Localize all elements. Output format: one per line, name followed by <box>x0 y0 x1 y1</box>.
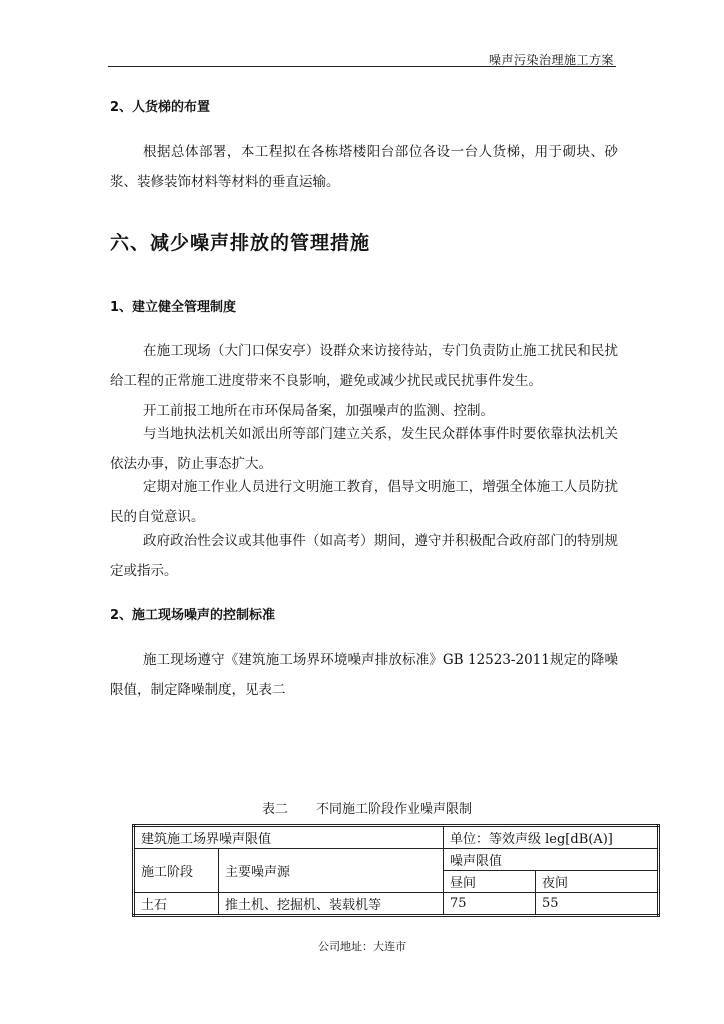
paragraph-special-events: 政府政治性会议或其他事件（如高考）期间，遵守并积极配合政府部门的特别规定或指示。 <box>110 533 618 579</box>
cell-source: 推土机、挖掘机、装载机等 <box>219 893 444 916</box>
paragraph-law-enforcement: 与当地执法机关如派出所等部门建立关系，发生民众群体事件时要依靠执法机关依法办事，防止事态扩大。 <box>110 426 618 472</box>
paragraph-education: 定期对施工作业人员进行文明施工教育，倡导文明施工，增强全体施工人员防扰民的自觉意识。 <box>110 479 618 525</box>
table-row <box>134 893 659 916</box>
table-row <box>134 849 659 871</box>
footer-address: 公司地址：大连市 <box>318 940 406 953</box>
paragraph-registration: 开工前报工地所在市环保局备案，加强噪声的监测、控制。 <box>143 403 494 419</box>
header-source: 主要噪声源 <box>219 849 444 893</box>
cell-day: 75 <box>444 893 536 916</box>
header-night: 夜间 <box>536 871 659 893</box>
table-caption <box>262 798 500 817</box>
paragraph-reception-station: 在施工现场（大门口保安亭）设群众来访接待站，专门负责防止施工扰民和民扰给工程的正常施工进度带来不良影响，避免或减少扰民或民扰事件发生。 <box>110 343 618 389</box>
table-caption-label: 表二 <box>262 802 289 817</box>
paragraph-standard: 施工现场遵守《建筑施工场界环境噪声排放标准》GB 12523-2011规定的降噪限值，制定降噪制度，见表二 <box>110 652 618 698</box>
header-stage: 施工阶段 <box>134 849 219 893</box>
section-heading-standard: 2、施工现场噪声的控制标准 <box>110 608 276 623</box>
cell-stage: 土石 <box>134 893 219 916</box>
section-heading-management: 1、建立健全管理制度 <box>110 300 237 315</box>
table-row <box>134 826 659 849</box>
header-day: 昼间 <box>444 871 536 893</box>
chapter-heading: 六、减少噪声排放的管理措施 <box>110 232 371 254</box>
section-heading-elevator: 2、人货梯的布置 <box>110 100 211 115</box>
table-caption-title: 不同施工阶段作业噪声限制 <box>316 802 473 817</box>
table-unit-cell: 单位：等效声级 leg[dB(A)] <box>444 826 659 849</box>
table-title-cell: 建筑施工场界噪声限值 <box>134 826 444 849</box>
header-title: 噪声污染治理施工方案 <box>488 53 614 67</box>
noise-limit-table <box>132 824 660 917</box>
cell-night: 55 <box>536 893 659 916</box>
header-limit: 噪声限值 <box>444 849 659 871</box>
paragraph-elevator: 根据总体部署，本工程拟在各栋塔楼阳台部位各设一台人货梯，用于砌块、砂浆、装修装饰材料等材料的垂直运输。 <box>110 144 618 190</box>
header-divider <box>108 66 616 67</box>
